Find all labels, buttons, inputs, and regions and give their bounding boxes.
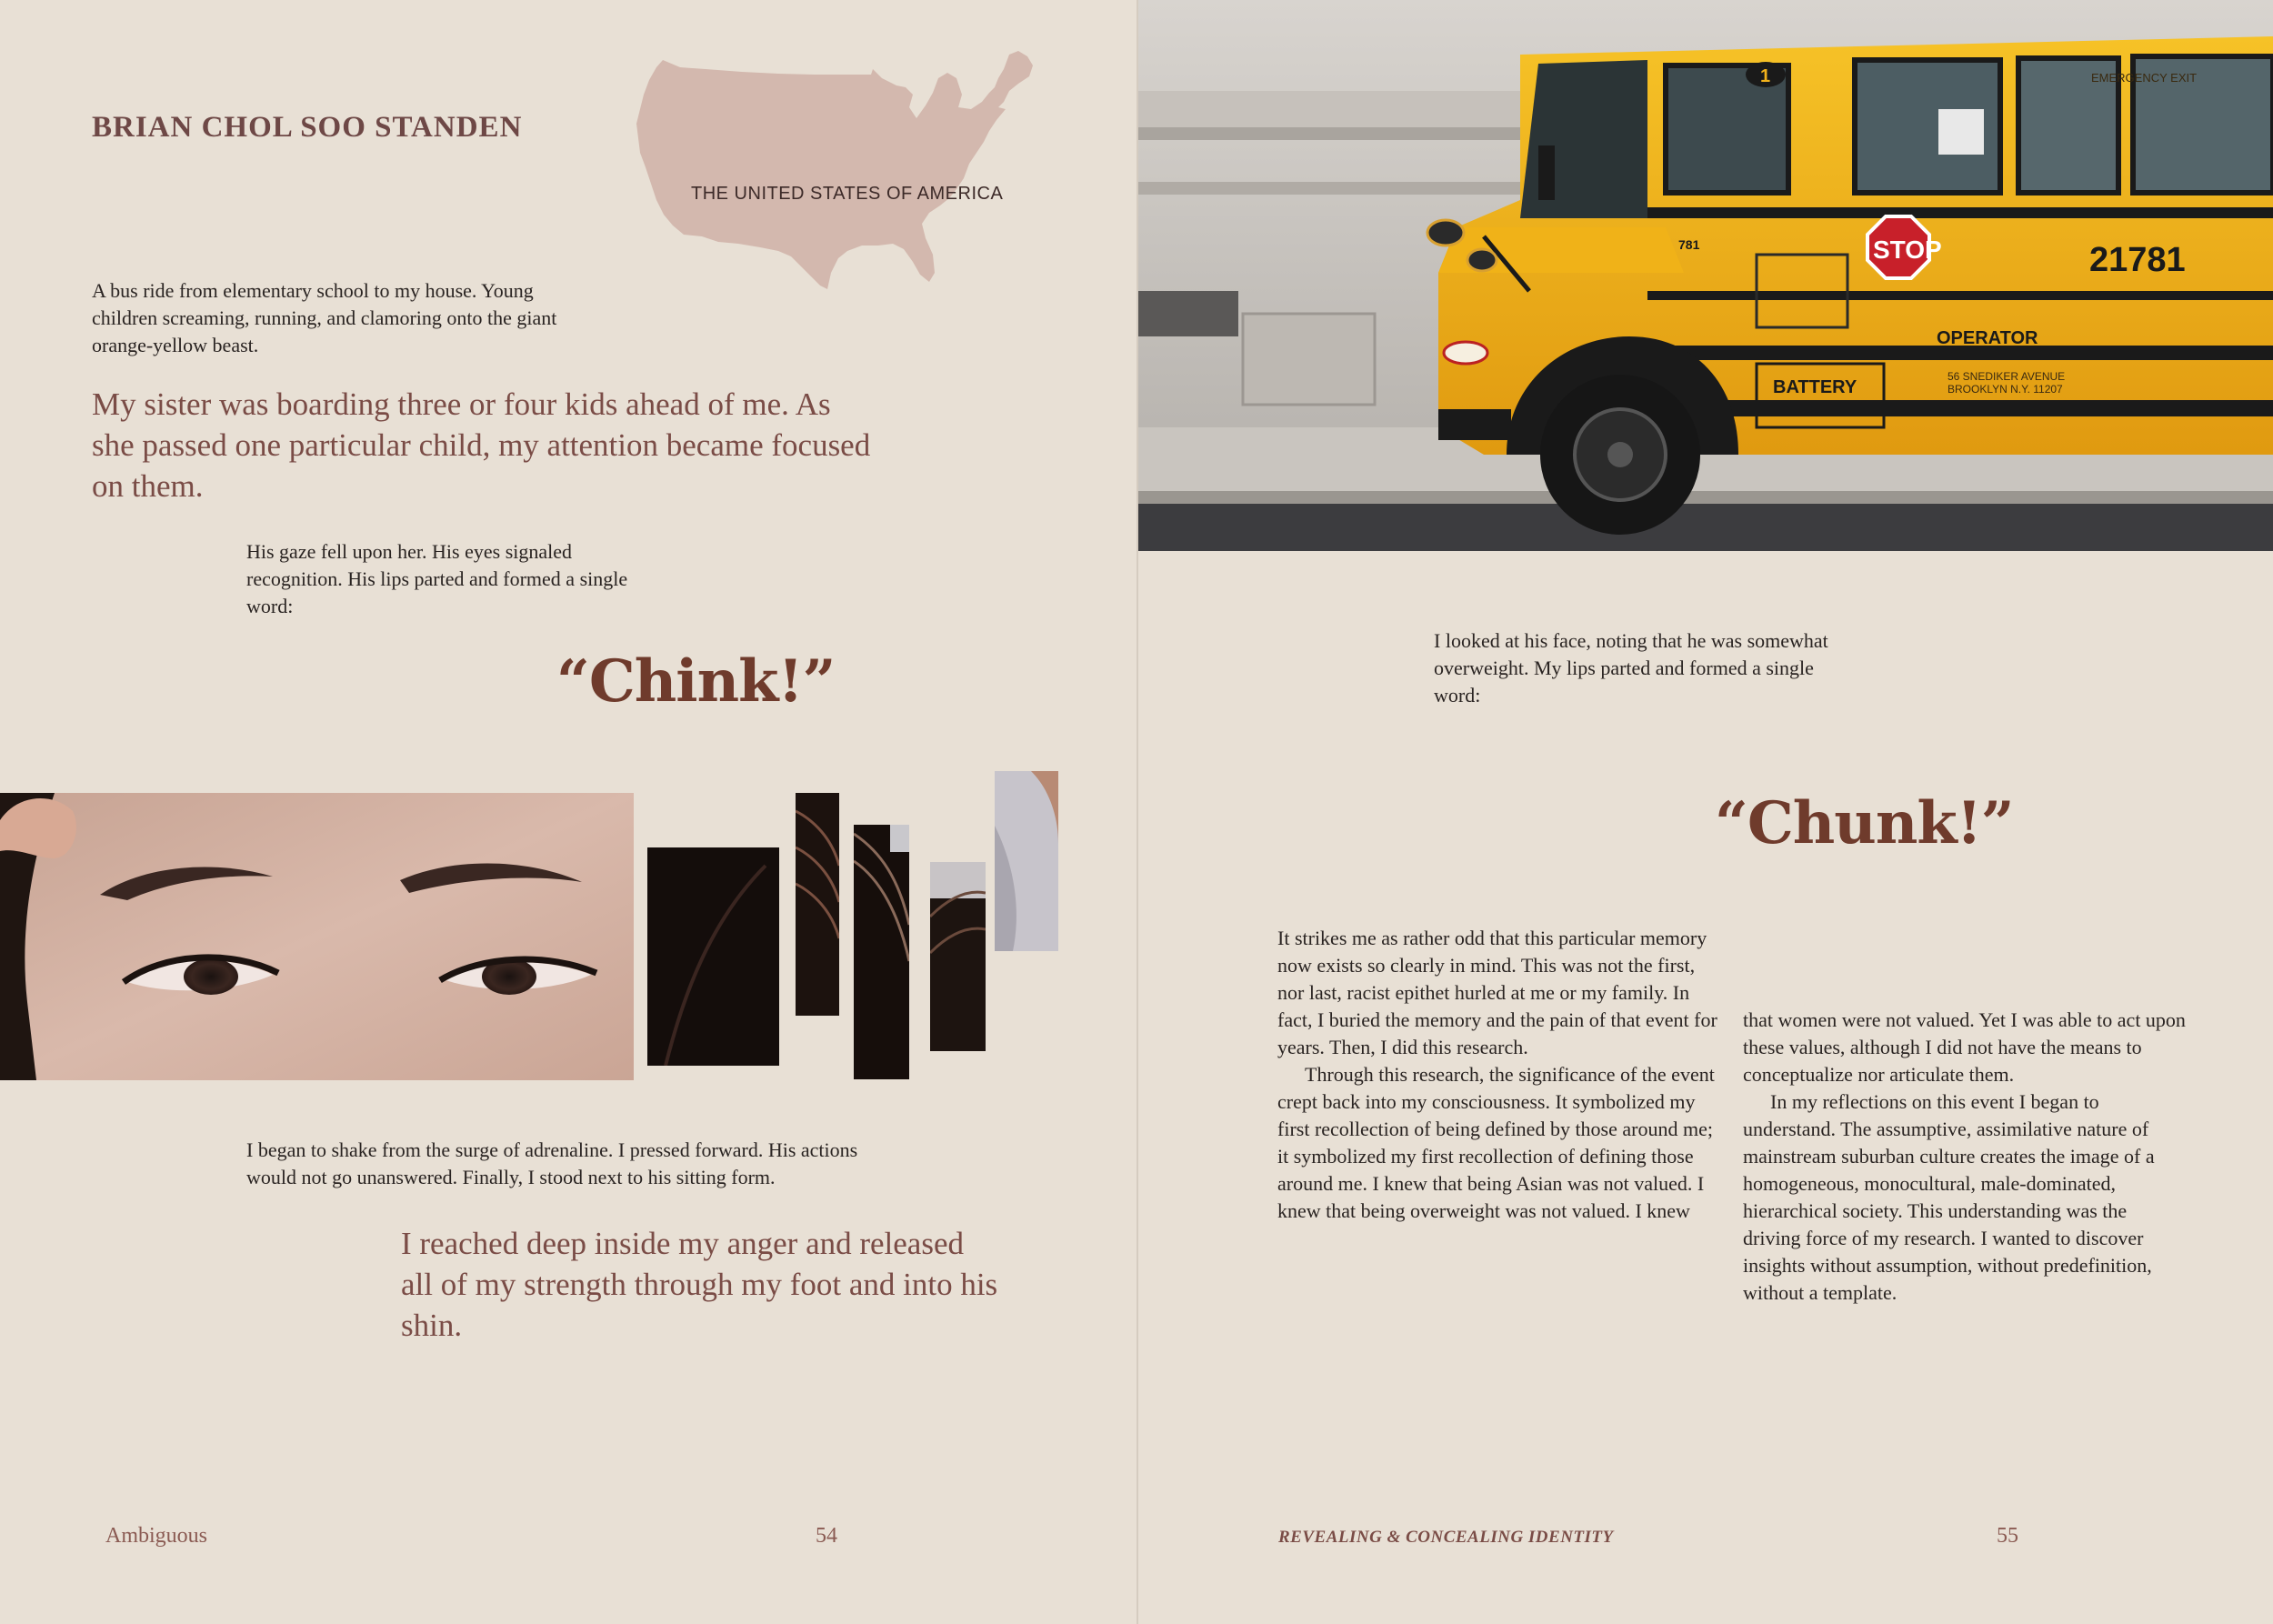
page-number-right: 55 xyxy=(1997,1524,2018,1548)
folio-section-title: REVEALING & CONCEALING IDENTITY xyxy=(1278,1528,1614,1547)
hair-strip-5 xyxy=(995,771,1058,951)
intro-paragraph: A bus ride from elementary school to my house. Young children screaming, running, and clamoring onto the giant orange-yellow beast. xyxy=(92,279,557,356)
hair-strip-4 xyxy=(930,862,986,1051)
bus-battery-label: BATTERY xyxy=(1773,377,1857,397)
body-column-1 xyxy=(1277,925,1723,1225)
hair-strip-3 xyxy=(854,825,909,1079)
author-name: BRIAN CHOL SOO STANDEN xyxy=(92,111,523,144)
quote-chunk: “Chunk!” xyxy=(1715,789,2014,857)
page-number-left: 54 xyxy=(816,1524,837,1548)
column-1-paragraph-2: Through this research, the significance of the event crept back into my consciousness. It symbolized my first recollection of being defined by those around me; it symbolized my first recollection of defining those around me. I knew that being Asian was not valued. I knew that being overweight was not valued. I knew xyxy=(1277,1063,1715,1222)
eyes-skin xyxy=(0,793,634,1080)
column-1-paragraph-1: It strikes me as rather odd that this particular memory now exists so clearly in mind. This was not the first, nor last, racist epithet hurled at me or my family. In fact, I buried the memory and the pain of that event for years. Then, I did this research. xyxy=(1277,927,1717,1058)
usa-map-shape xyxy=(636,51,1033,289)
column-2-paragraph-1: that women were not valued. Yet I was able to act upon these values, although I did not have the means to conceptualize nor articulate them. xyxy=(1743,1008,2186,1086)
column-2-paragraph-2: In my reflections on this event I began to understand. The assumptive, assimilative nature of mainstream suburban culture creates the image of a homogeneous, monocultural, male-dominated, hierarchical society. This understanding was the driving force of my research. I wanted to discover insights without assumption, without predefinition, without a template. xyxy=(1743,1090,2155,1304)
hair-strip-2 xyxy=(796,793,839,1016)
school-bus-photo xyxy=(1138,0,2273,551)
right-page xyxy=(1138,0,2273,1624)
map-label: THE UNITED STATES OF AMERICA xyxy=(691,184,1004,204)
folio-title: Ambiguous xyxy=(105,1524,208,1548)
bus-operator: OPERATOR xyxy=(1937,328,2038,348)
bus-address-1: 56 SNEDIKER AVENUE xyxy=(1948,370,2066,383)
adrenaline-paragraph: I began to shake from the surge of adrenaline. I pressed forward. His actions would not go unanswered. Finally, I stood next to his sitting form. xyxy=(246,1138,858,1188)
bus-emergency-exit: EMERGENCY EXIT xyxy=(2091,71,2198,85)
hair-strip-1 xyxy=(647,847,779,1066)
left-page xyxy=(0,0,1136,1624)
gaze-paragraph: His gaze fell upon her. His eyes signaled recognition. His lips parted and formed a single word: xyxy=(246,540,628,617)
eye-left-iris xyxy=(184,958,238,995)
eyes-photo xyxy=(0,793,634,1080)
lead-paragraph-1: My sister was boarding three or four kids ahead of me. As she passed one particular child, my attention became focused on them. xyxy=(92,386,871,504)
bus-address-2: BROOKLYN N.Y. 11207 xyxy=(1948,383,2063,396)
overweight-paragraph: I looked at his face, noting that he was somewhat overweight. My lips parted and formed a single word: xyxy=(1434,629,1828,707)
body-column-2 xyxy=(1743,1007,2188,1307)
bus-number: 21781 xyxy=(2089,241,2186,279)
stop-sign-label: STOP xyxy=(1873,236,1942,264)
quote-chink: “Chink!” xyxy=(556,647,836,716)
bus-emblem: 1 xyxy=(1760,66,1771,86)
bus-small-number: 781 xyxy=(1678,237,1700,252)
lead-paragraph-2: I reached deep inside my anger and released all of my strength through my foot and into his shin. xyxy=(401,1226,998,1343)
